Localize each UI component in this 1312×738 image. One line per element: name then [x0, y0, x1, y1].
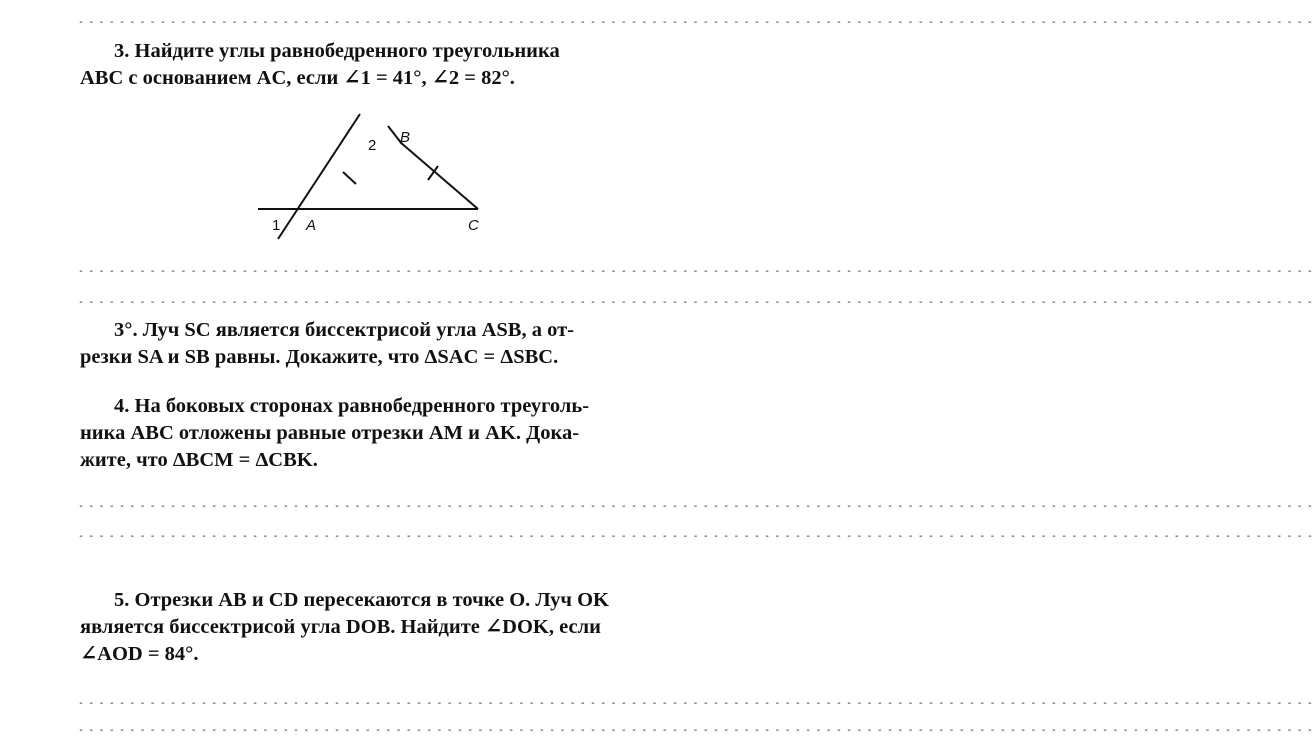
problem-number: 3.: [114, 40, 130, 62]
problem-number: 5.: [114, 589, 130, 611]
tick-mark-ab: [343, 172, 356, 184]
problem-number: 3°.: [114, 319, 138, 341]
problem-5-line-2: является биссектрисой угла DOB. Найдите ∠DOK, если: [80, 616, 601, 638]
problem-5: [80, 587, 668, 668]
separator-line: - - - - - - - - - - - - - - - - - - - - - - - - - - - - - - - - - - - - - - - - - - - - - - - - - - - - - - - - - - - - - - - - - - - - - - - - - - - - - - - - - - - - - - - - - - - - - - - - - - - - - - - - - - - - - - - - - - - - - - - - -: [78, 297, 1312, 308]
problem-3-degree-line-1: [80, 317, 668, 344]
separator-line: - - - - - - - - - - - - - - - - - - - - - - - - - - - - - - - - - - - - - - - - - - - - - - - - - - - - - - - - - - - - - - - - - - - - - - - - - - - - - - - - - - - - - - - - - - - - - - - - - - - - - - - - - - - - - - - - - - - - - - - - -: [78, 725, 1312, 736]
separator-line: - - - - - - - - - - - - - - - - - - - - - - - - - - - - - - - - - - - - - - - - - - - - - - - - - - - - - - - - - - - - - - - - - - - - - - - - - - - - - - - - - - - - - - - - - - - - - - - - - - - - - - - - - - - - - - - - - - - - - - - - -: [78, 501, 1312, 512]
label-vertex-b: B: [400, 129, 411, 146]
separator-line: - - - - - - - - - - - - - - - - - - - - - - - - - - - - - - - - - - - - - - - - - - - - - - - - - - - - - - - - - - - - - - - - - - - - - - - - - - - - - - - - - - - - - - - - - - - - - - - - - - - - - - - - - - - - - - - - - - - - - - - - -: [78, 17, 1312, 28]
problem-5-line-1: [80, 587, 668, 614]
problem-text: Отрезки AB и CD пересекаются в точке O. Луч OK: [134, 589, 610, 611]
label-angle-2: 2: [368, 137, 377, 154]
problem-text: Луч SC является биссектрисой угла ASB, а от-: [142, 319, 574, 341]
problem-4-line-2: ника ABC отложены равные отрезки AM и AK. Дока-: [80, 422, 580, 444]
problem-5-line-3: ∠AOD = 84°.: [80, 643, 199, 665]
problem-text: Найдите углы равнобедренного треугольника: [134, 40, 560, 62]
side-bc: [400, 142, 478, 209]
label-angle-1: 1: [272, 217, 281, 234]
problem-3-degree-line-2: резки SA и SB равны. Докажите, что ΔSAC = ΔSBC.: [80, 346, 559, 368]
triangle-figure: [250, 108, 490, 243]
label-vertex-c: C: [468, 217, 479, 234]
problem-4-line-1: [80, 393, 668, 420]
problem-4: [80, 393, 668, 474]
problem-3-line-1: [80, 38, 668, 65]
separator-line: - - - - - - - - - - - - - - - - - - - - - - - - - - - - - - - - - - - - - - - - - - - - - - - - - - - - - - - - - - - - - - - - - - - - - - - - - - - - - - - - - - - - - - - - - - - - - - - - - - - - - - - - - - - - - - - - - - - - - - - - -: [78, 266, 1312, 277]
problem-4-line-3: жите, что ΔBCM = ΔCBK.: [80, 449, 318, 471]
problem-text: На боковых сторонах равнобедренного треуголь-: [134, 395, 590, 417]
separator-line: - - - - - - - - - - - - - - - - - - - - - - - - - - - - - - - - - - - - - - - - - - - - - - - - - - - - - - - - - - - - - - - - - - - - - - - - - - - - - - - - - - - - - - - - - - - - - - - - - - - - - - - - - - - - - - - - - - - - - - - - -: [78, 531, 1312, 542]
problem-3: [80, 38, 668, 92]
problem-3-degree: [80, 317, 668, 371]
problem-3-line-2: ABC с основанием AC, если ∠1 = 41°, ∠2 = 82°.: [80, 67, 515, 89]
label-vertex-a: A: [306, 217, 317, 234]
problem-number: 4.: [114, 395, 130, 417]
separator-line: - - - - - - - - - - - - - - - - - - - - - - - - - - - - - - - - - - - - - - - - - - - - - - - - - - - - - - - - - - - - - - - - - - - - - - - - - - - - - - - - - - - - - - - - - - - - - - - - - - - - - - - - - - - - - - - - - - - - - - - - -: [78, 698, 1312, 709]
